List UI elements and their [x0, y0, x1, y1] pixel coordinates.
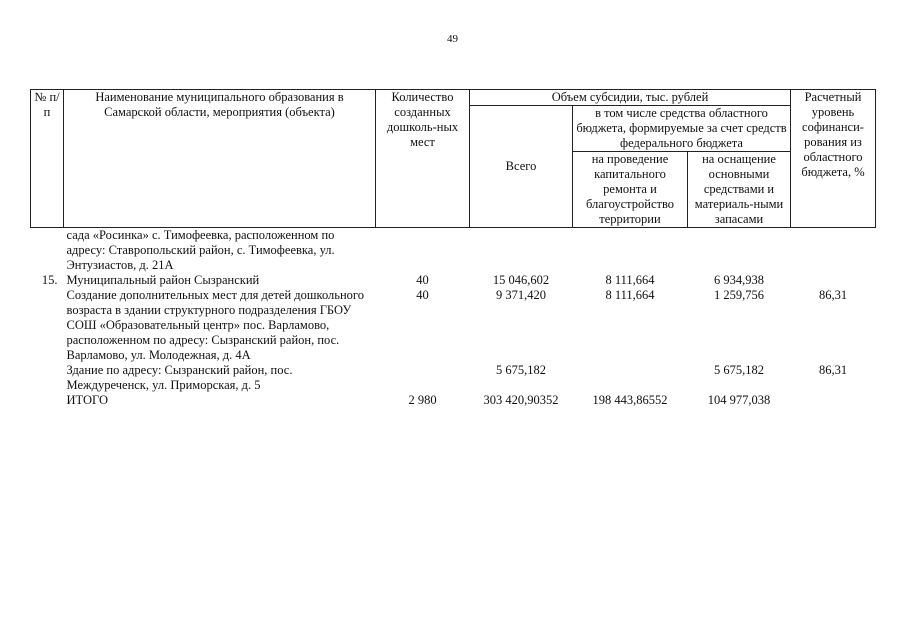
row-places: 40 — [416, 288, 429, 302]
row-num — [31, 363, 64, 393]
row-repair — [573, 228, 688, 274]
row-places — [376, 228, 470, 274]
total-row — [31, 393, 876, 408]
table-row — [31, 363, 876, 393]
row-rate: 86,31 — [818, 288, 848, 302]
total-sum: 303 420,90352 — [483, 393, 559, 407]
table-body — [31, 228, 876, 409]
table-row — [31, 288, 876, 363]
page-number: 49 — [447, 33, 458, 45]
header-num: № п/п — [31, 90, 64, 228]
header-places: Количество созданных дошколь-ных мест — [376, 90, 470, 228]
row-places — [376, 363, 470, 393]
header-rate: Расчетный уровень софинанси-рования из областного бюджета, % — [791, 90, 876, 228]
row-name: Здание по адресу: Сызранский район, пос. Междуреченск, ул. Приморская, д. 5 — [66, 363, 293, 392]
row-rate: 86,31 — [818, 363, 848, 377]
row-rate — [791, 228, 876, 274]
row-repair: 8 111,664 — [605, 288, 655, 302]
row-repair: 8 111,664 — [605, 273, 655, 287]
header-federal: в том числе средства областного бюджета, формируемые за счет средств федерального бюджета — [573, 106, 791, 152]
row-name: сада «Росинка» с. Тимофеевка, расположенном по адресу: Ставропольский район, с. Тимофеевка, ул. Энтузиастов, д. 21А — [66, 228, 335, 272]
table-row — [31, 228, 876, 274]
row-equipment: 1 259,756 — [714, 288, 764, 302]
row-equipment — [688, 228, 791, 274]
row-total: 15 046,602 — [492, 273, 550, 287]
row-equipment: 6 934,938 — [714, 273, 764, 287]
total-label: ИТОГО — [66, 393, 108, 407]
row-name: Создание дополнительных мест для детей дошкольного возраста в здании структурного подразделения ГБОУ СОШ «Образовательный центр» пос. Варламово, расположенном по адресу: Сызранский район, пос. Варламово, ул. Молодежная, д. 4А — [66, 288, 364, 362]
row-repair — [573, 363, 688, 393]
row-total: 9 371,420 — [496, 288, 546, 302]
row-equipment: 5 675,182 — [714, 363, 764, 377]
row-total — [470, 228, 573, 274]
row-rate — [791, 273, 876, 288]
table-row — [31, 273, 876, 288]
total-equipment: 104 977,038 — [707, 393, 771, 407]
header-equipment: на оснащение основными средствами и материаль-ными запасами — [688, 152, 791, 228]
row-total: 5 675,182 — [496, 363, 546, 377]
row-name: Муниципальный район Сызранский — [66, 273, 260, 287]
total-places: 2 980 — [408, 393, 437, 407]
table-header — [31, 90, 876, 228]
subsidy-table — [30, 89, 876, 408]
row-num — [31, 228, 64, 274]
row-num: 15. — [41, 273, 58, 287]
header-name: Наименование муниципального образования в Самарской области, мероприятия (объекта) — [64, 90, 376, 228]
header-total: Всего — [470, 106, 573, 228]
row-num — [31, 288, 64, 363]
header-subsidy: Объем субсидии, тыс. рублей — [470, 90, 791, 106]
total-repair: 198 443,86552 — [592, 393, 668, 407]
header-repair: на проведение капитального ремонта и благоустройство территории — [573, 152, 688, 228]
row-places: 40 — [416, 273, 429, 287]
